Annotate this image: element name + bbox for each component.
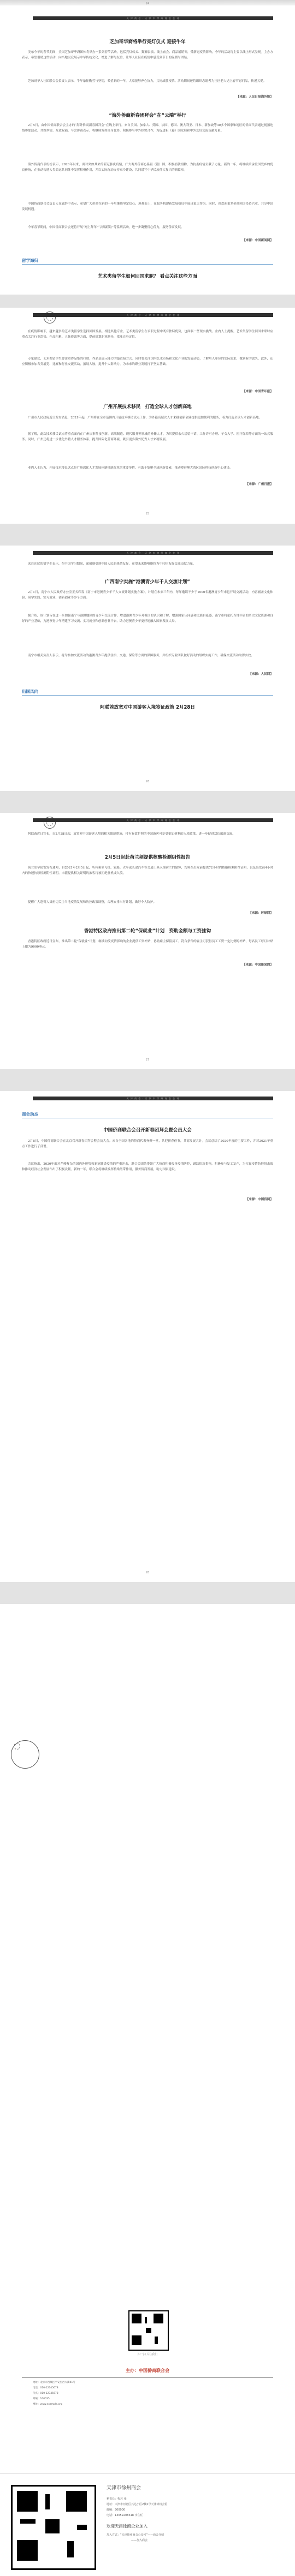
chamber-ad [0, 2473, 295, 2576]
page-gap [0, 1069, 295, 1091]
article-paragraph: 美东今年的春节期间，美国芝加哥华裔团体将举办一系列春节活动，包括亮灯仪式、舞狮表演、线上庙会、商品展销等，受新冠疫情影响，今年的活动将主要以线上形式呈现。主办方表示，希望借助这些活动，向当地民众展示中华传统文化，增进了解与友谊，让华人社区在疫情中感受到节日的温暖与团结。 [22, 51, 273, 59]
article-title: 艺术类留学生如何回国求职？ 看点关注这些方面 [98, 274, 197, 279]
article-source: 【来源：人民日报海外版】 [236, 95, 273, 99]
qr-code-icon [128, 2310, 169, 2351]
contact-fax: 传真：010-12345678 [33, 2392, 58, 2395]
qr-label: 扫一扫 关注我们 [137, 2353, 158, 2356]
article-paragraph: 业内人士认为，开展技术移民试点是广州深化人才发展体制机制改革的重要举措，有助于集聚全球创新要素，推动粤港澳大湾区国际科技创新中心建设。 [28, 466, 233, 470]
article-paragraph: 2月8日，中国侨商联合会在北京召开新春团拜会暨会员大会。来自全国各地的侨商代表齐聚一堂，共迎新春佳节，共商发展大计。会议总结了2020年度的主要工作，并对2021年重点工作进行了部署。 [22, 1140, 273, 1148]
ad-line: 秘书长：程苏 张 [107, 2497, 127, 2501]
article-title: “海外侨商新春团拜会”在“云端”举行 [109, 113, 186, 118]
contact-phone: 电话：010-12345678 [33, 2387, 58, 2389]
page-number: 24 [145, 2, 150, 5]
page-number: 26 [145, 780, 150, 783]
article-paragraph: 芝加哥华人社团联合会负责人表示，牛年象征勤劳与坚韧，希望新的一年，大家能够齐心协力，共同战胜疫情。活动期间还将组织志愿者为社区老人送上春节慰问品，传递关爱。 [28, 80, 267, 83]
article-source: 【来源：环球网】 [249, 912, 273, 915]
article-paragraph: 南宁市相关负责人表示，将为参加交流活动的港澳青少年提供住宿、交通、保险等方面的保障服务，并组织专业团队做好活动的组织实施工作，确保交流活动取得实效。 [28, 654, 254, 657]
section-header: 商会动态 [22, 1110, 273, 1118]
article-source: 【来源：中国新闻网】 [243, 963, 273, 967]
ad-line: 邮编：300000 [107, 2508, 126, 2512]
page-gap [0, 791, 295, 813]
chamber-qr-code-icon[interactable] [11, 2485, 96, 2570]
article-title: 中国侨商联合会召开新春团拜会暨会员大会 [103, 1128, 192, 1133]
article-source: 【来源：广州日报】 [245, 483, 273, 486]
page-5 [0, 1091, 295, 1582]
contact-website: 网址：www.example.org [33, 2403, 62, 2406]
page-gap [0, 1582, 295, 1604]
article-paragraph: 2月1日，南宁市人民政府办公室正式印发《南宁市港澳青少年千人交流计划实施方案》，计划在未来三年内，每年邀请不少于1000名港澳青少年来邕开展交流活动，内容涵盖文化体验、研学实践、实习就业、创新创业等多个方面。 [22, 591, 273, 600]
article-paragraph: 据了解，此次技术移民试点将重点面向在广州从事科技创新、高端制造、现代服务等领域的外籍人才，为其提供永久居留申请、工作许可办理、子女入学、医疗保障等方面的一站式服务。同时，广州还将进一步优化外籍人才服务体系，提升国际化营商环境，吸引更多海外优秀人才来穗发展。 [22, 433, 273, 441]
article-source: 【来源：人民网】 [249, 673, 273, 676]
publisher-title: 主办：中国侨商联合会 [126, 2368, 169, 2373]
article-source: 【来源：中国侨网】 [245, 1198, 273, 1201]
article-paragraph: 阿联酋近日宣布，自2月28日起，放宽对中国游客入境的相关限制措施，持有有效护照的中国游客可享受更加便利的入境政策，进一步促进双边旅游交流。 [28, 832, 235, 836]
ad-slogan: 欢迎天津徐商企业加入 [107, 2524, 148, 2529]
article-title: 香港特区政府推出第二轮“保就业”计划 资助金额与工资挂钩 [84, 928, 211, 934]
page-2 [0, 308, 295, 524]
chamber-name: 天津市徐州商会 [107, 2485, 141, 2491]
page-3 [0, 546, 295, 791]
article-paragraph: 专家建议，艺术类留学生要注重作品集的打磨，作品是展示能力的最直接方式。同时要关注国内艺术市场和文化产业的发展动态，了解用人单位的实际需求，做到有的放矢。此外，还应积极参加各类展览、比赛和行业交流活动，拓展人脉，提升个人影响力，为未来的职业发展打下坚实基础。 [22, 357, 273, 366]
contact-address: 地址：北京市西城区平安里西大街41号 [33, 2381, 75, 2384]
article-paragraph: 荷兰驻华使馆发布通知，自2021年2月5日起，所有乘坐飞机、轮船、火车或长途汽车等交通工具入境荷兰的旅客，均须在出发前提供72小时内核酸检测阴性证明，以及出发前4小时内的快速抗原检测阴性证明。未能提供相关证明的旅客将被拒绝登机或入境。 [22, 866, 273, 875]
divider [22, 2377, 273, 2378]
article-paragraph: 海外侨商代表纷纷表示，2020年以来，面对突如其来的新冠肺炎疫情，广大海外侨商心系祖（籍）国，积极捐款捐物，为抗击疫情贡献了力量。新的一年，将继续秉承爱国爱乡的优良传统，在推动构建人类命运共同体中发挥积极作用，并以实际行动支持家乡建设，共同谱写中华民族伟大复兴的新篇章。 [22, 163, 273, 172]
ad-join-method-2: ——加入商会 [131, 2539, 148, 2542]
article-paragraph: 提醒广大赴荷人员密切关注当地疫情发展和防控政策调整，合理安排出行计划，做好个人防护。 [28, 901, 156, 904]
page-header [22, 16, 273, 22]
article-title: 广州开展技术移民 打造全球人才创新高地 [103, 404, 192, 410]
article-title: 芝加哥华裔将举行亮灯仪式 迎接牛年 [109, 39, 186, 45]
article-paragraph: 在疫情影响下，越来越多的艺术类留学生选择回国发展。相比其他专业，艺术类留学生在求职过程中既有独特优势，也面临一些现实挑战。业内人士提醒，艺术类留学生回国求职时应重点关注行业趋势、作品积累、人脉资源等方面，提前规划职业路径，找准自身定位。 [22, 330, 273, 339]
ad-join-method: 加入方式：“天津徐州商会公众号”——商会介绍 [107, 2533, 164, 2537]
ad-line: 地址：天津市河北区兴达小区2楼2号天津徐州会馆 [107, 2503, 168, 2506]
article-source: 【来源：中国新闻网】 [243, 239, 273, 242]
page-gap [0, 295, 295, 308]
ad-line: 电话：13052208318 李主任 [107, 2514, 143, 2517]
page-header: 天 津 商 会 · 天 津 市 徐 州 商 会 会 刊 [22, 551, 273, 556]
page-header: 天 津 商 会 · 天 津 市 徐 州 商 会 会 刊 [22, 1097, 273, 1102]
article-paragraph: 香港特区政府近日宣布，推出第二轮“保就业”计划，继续向受疫情影响的企业提供工资补贴，协助雇主保留员工。符合条件的雇主可获得员工工资一定比例的补贴，每名员工每月补贴上限为9000港元。 [22, 940, 273, 949]
page-header: 天 津 商 会 · 天 津 市 徐 州 商 会 会 刊 [22, 818, 273, 824]
article-paragraph: 2月5日，由中国侨商联合会主办的“海外侨商新春团拜会”在线上举行。来自美国、加拿大、英国、法国、德国、澳大利亚、日本、新加坡等30多个国家和地区的侨商代表通过视频连线参加活动，共叙乡情、互致祝福。与会侨商表示，将继续发挥自身优势，积极参与中外经贸合作，为促进祖（籍）国发展和中外友好交流贡献力量。 [22, 124, 273, 133]
seal-logo-icon [11, 1740, 39, 1769]
header-strip-text: 天 津 商 会 · 天 津 市 徐 州 商 会 会 刊 [126, 17, 180, 20]
section-header: 出国风向 [22, 687, 273, 696]
article-title: 2月5日起赴荷兰须提供核酸检测阴性报告 [104, 855, 191, 860]
article-title: 阿联酋放宽对中国游客入境签证政策 2月28日 [100, 705, 195, 710]
page-number: 28 [145, 1571, 150, 1574]
article-paragraph: 今年春节期间，中国侨商联合会还将开展“网上拜年”“云端联谊”等系列活动，进一步凝聚侨心侨力，服务侨商发展。 [28, 226, 184, 229]
article-source: 【来源：中国青年报】 [243, 390, 273, 393]
section-header: 留学海归 [22, 256, 273, 265]
article-paragraph: 中国侨商联合会负责人在致辞中表示，希望广大侨商在新的一年里继续坚定信心、迎难而上，在服务构建新发展格局中展现更大作为。同时，也欢迎更多侨商回国投资兴业，共享中国发展机遇。 [22, 202, 273, 211]
page-gap [0, 524, 295, 546]
page-header: 天 津 商 会 · 天 津 市 徐 州 商 会 会 刊 [22, 313, 273, 319]
contact-zip: 邮编：100035 [33, 2398, 50, 2400]
page-number: 25 [145, 512, 150, 516]
page-number: 27 [145, 1058, 150, 1062]
article-paragraph: 广州市人民政府近日发布消息，2021年起，广州将在全市范围内开展技术移民试点工作，为外籍高层次人才来穗创新创业提供更加便利的服务，着力打造全球人才创新高地。 [28, 416, 262, 420]
page-4 [0, 813, 295, 1069]
article-paragraph: 会议指出，2020年面对严峻复杂的国内外形势和新冠肺炎疫情的严重冲击，联合会团结带领广大侨商积极投身疫情防控，踊跃捐款捐物，积极参与复工复产，为打赢疫情防控阻击战和推动经济社会发展作出了积极贡献。新的一年，联合会将继续发挥桥梁纽带作用，服务侨商发展，助力国家建设。 [22, 1163, 273, 1171]
article-paragraph: 来自印尼的留学生表示，在中国学习期间，深刻感受到中国人民的热情友好。希望未来能够继续为中印尼友好交流贡献力量。 [28, 562, 196, 566]
back-cover [0, 1604, 295, 2471]
article-paragraph: 据介绍，该计划旨在进一步加强南宁与港澳地区的青少年交流合作，增进港澳青少年对祖国的认识和了解，增强国家认同感和民族自豪感。南宁市将依托当地丰富的历史文化资源和良好的产业基础，为港澳青少年搭建学习交流、实习就业和创新创业平台，助力港澳青少年更好地融入国家发展大局。 [22, 614, 273, 623]
article-title: 广西南宁实施“港澳青少年千人交流计划” [105, 579, 190, 585]
